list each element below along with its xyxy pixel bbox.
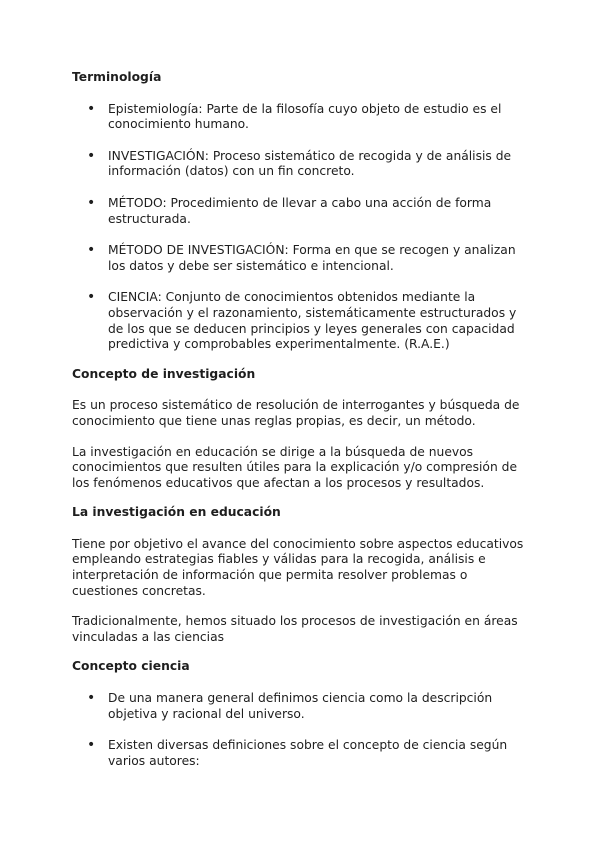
heading-concepto-investigacion: Concepto de investigación xyxy=(72,366,256,381)
paragraph: La investigación en educación se dirige a la búsqueda de nuevos conocimientos que resulten útiles para la explicación y/o compresión de los fenómenos educativos que afectan a los procesos y resultados. xyxy=(72,444,518,490)
concepto-ciencia-list xyxy=(72,691,530,769)
terminologia-list xyxy=(72,102,530,353)
heading-concepto-ciencia: Concepto ciencia xyxy=(72,659,190,674)
paragraph: Es un proceso sistemático de resolución de interrogantes y búsqueda de conocimiento que tiene unas reglas propias, es decir, un método. xyxy=(72,398,520,428)
list-item: • Epistemiología: Parte de la filosofía cuyo objeto de estudio es el conocimiento humano. xyxy=(72,102,530,133)
list-item: • De una manera general definimos ciencia como la descripción objetiva y racional del universo. xyxy=(72,691,530,722)
paragraph: Tradicionalmente, hemos situado los procesos de investigación en áreas vinculadas a las ciencias xyxy=(72,614,518,644)
list-item: • INVESTIGACIÓN: Proceso sistemático de recogida y de análisis de información (datos) con un fin concreto. xyxy=(72,149,530,180)
list-item: • CIENCIA: Conjunto de conocimientos obtenidos mediante la observación y el razonamiento, sistemáticamente estructurados y de los que se deducen principios y leyes generales con capacidad predictiva y comprobables experimentalmente. (R.A.E.) xyxy=(72,290,530,352)
list-item: • MÉTODO: Procedimiento de llevar a cabo una acción de forma estructurada. xyxy=(72,196,530,227)
paragraph: Tiene por objetivo el avance del conocimiento sobre aspectos educativos empleando estrategias fiables y válidas para la recogida, análisis e interpretación de información que permita resolver problemas o cuestiones concretas. xyxy=(72,536,524,598)
heading-investigacion-educacion: La investigación en educación xyxy=(72,505,281,520)
list-item: • Existen diversas definiciones sobre el concepto de ciencia según varios autores: xyxy=(72,738,530,769)
document-content xyxy=(72,70,530,769)
list-item: • MÉTODO DE INVESTIGACIÓN: Forma en que se recogen y analizan los datos y debe ser sistemático e intencional. xyxy=(72,243,530,274)
heading-terminologia: Terminología xyxy=(72,70,162,84)
